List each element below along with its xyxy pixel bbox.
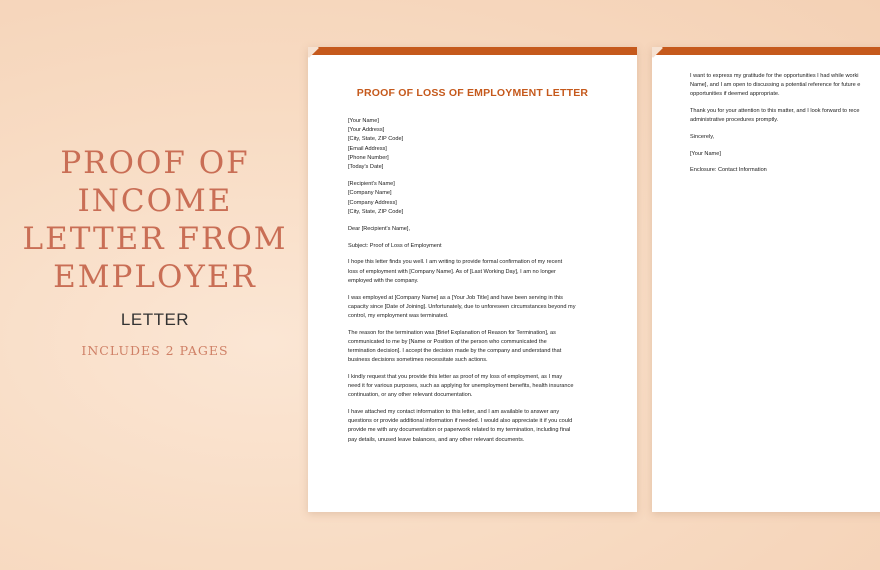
promo-panel: [20, 144, 290, 358]
signature-name: [Your Name]: [690, 150, 721, 157]
body-paragraph: I hope this letter finds you well. I am writing to provide formal confirmation of my recent loss of employment with [Company Name]. As of [Last Working Day], I am no longer employed with the company.: [348, 259, 563, 284]
recipient-block: [348, 180, 597, 217]
salutation: Dear [Recipient's Name],: [348, 226, 411, 233]
sender-line: [City, State, ZIP Code]: [348, 136, 404, 143]
body-paragraph: Thank you for your attention to this matter, and I look forward to rece administrative procedures promptly.: [690, 108, 860, 124]
sender-line: [Today's Date]: [348, 164, 384, 171]
subject-line: Subject: Proof of Loss of Employment: [348, 242, 442, 249]
sender-line: [Phone Number]: [348, 154, 389, 161]
promo-subtitle: LETTER: [120, 310, 190, 329]
body-paragraph: I want to express my gratitude for the opportunities I had while worki Name], and I am open to discussing a potential reference for future e opportunities if deemed appropriate.: [690, 73, 861, 98]
sender-block: [348, 117, 597, 172]
sender-line: [Your Name]: [348, 118, 379, 124]
page-fold-corner: [308, 47, 319, 58]
closing: Sincerely,: [690, 134, 715, 141]
recipient-line: [Recipient's Name]: [348, 181, 395, 188]
page-header-bar: [308, 47, 637, 55]
body-paragraph: I was employed at [Company Name] as a [Your Job Title] and have been serving in this capacity since [Date of Joining]. Unfortunately, due to unforeseen circumstances beyond my control, my employment was terminated.: [348, 294, 576, 319]
page-header-bar: [652, 47, 880, 55]
body-paragraph: The reason for the termination was [Brief Explanation of Reason for Termination], as communicated to me by [Name or Position of the person who communicated the termination decision]. I accept the decision made by the company and understand that business decisions sometimes necessitate such actions.: [348, 329, 562, 364]
pages-note: INCLUDES 2 PAGES: [81, 343, 229, 358]
letter-body: [308, 117, 637, 445]
letter-body-continued: [652, 55, 880, 176]
recipient-line: [Company Address]: [348, 199, 397, 206]
letter-page-2: [652, 47, 880, 512]
body-paragraph: I kindly request that you provide this letter as proof of my loss of employment, as I may need it for various purposes, such as applying for unemployment benefits, health insurance continuation, or any other relevant documentation.: [348, 373, 574, 399]
recipient-line: [Company Name]: [348, 190, 392, 197]
sender-line: [Email Address]: [348, 145, 387, 152]
letter-heading: PROOF OF LOSS OF EMPLOYMENT LETTER: [356, 87, 589, 99]
promo-title: PROOF OF INCOME LETTER FROM EMPLOYER: [22, 145, 288, 295]
recipient-line: [City, State, ZIP Code]: [348, 208, 404, 215]
enclosure-note: Enclosure: Contact Information: [690, 167, 767, 174]
sender-line: [Your Address]: [348, 127, 385, 134]
letter-page-1: [308, 47, 637, 512]
body-paragraph: I have attached my contact information to this letter, and I am available to answer any questions or provide additional information if needed. I would also appreciate it if you could provide me with any documentation or paperwork related to my termination, including final pay details, unused leave balances, and any other relevant documents.: [348, 409, 573, 443]
